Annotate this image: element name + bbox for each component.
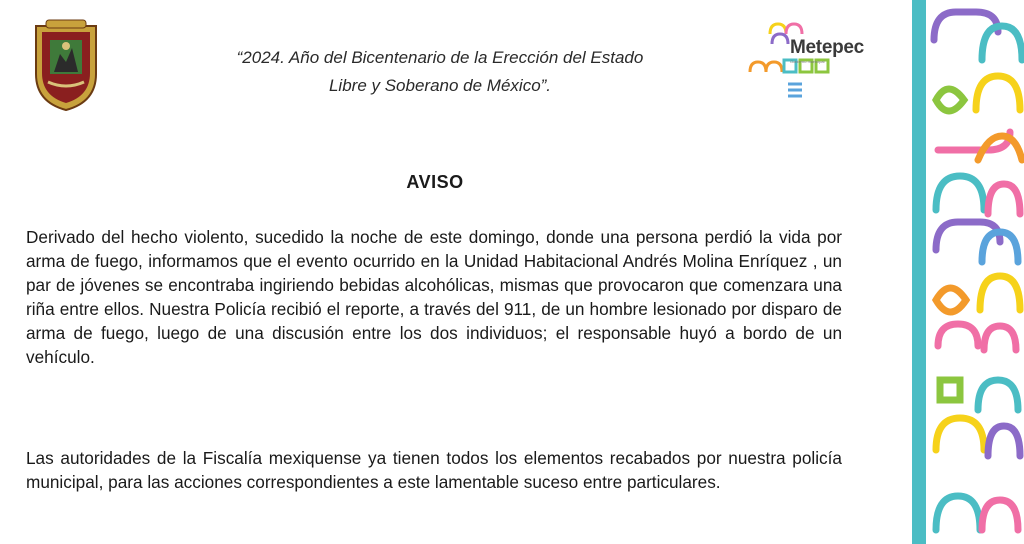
logo-subtitle: Gobierno municipal bbox=[790, 59, 825, 64]
notice-paragraph-1: Derivado del hecho violento, sucedido la noche de este domingo, donde una persona perdió la vida por arma de fuego, informamos que el evento ocurrido en la Unidad Habitacional Andrés Molina Enríquez , un par de jóvenes se encontraba ingiriendo bebidas alcohólicas, mismas que provocaron que comenzara una riña entre ellos. Nuestra Policía recibió el reporte, a través del 911, de un hombre lesionado por disparo de arma de fuego, luego de una discusión entre los dos individuos; el responsable huyó a bordo de un vehículo. bbox=[26, 227, 842, 367]
commemorative-header bbox=[160, 44, 720, 100]
decorative-side-border bbox=[912, 0, 1024, 544]
decorative-pattern bbox=[912, 0, 1024, 544]
municipal-seal-logo bbox=[30, 18, 102, 112]
logo-name: Metepec bbox=[790, 37, 864, 58]
notice-title: AVISO bbox=[406, 172, 464, 192]
notice-paragraph-2: Las autoridades de la Fiscalía mexiquense ya tienen todos los elementos recabados por nuestra policía municipal, para las acciones correspondientes a este lamentable suceso entre particulares. bbox=[26, 448, 842, 492]
header-quote-line-2: Libre y Soberano de México”. bbox=[328, 76, 552, 95]
header-quote-line-1: “2024. Año del Bicentenario de la Erección del Estado bbox=[236, 48, 644, 67]
